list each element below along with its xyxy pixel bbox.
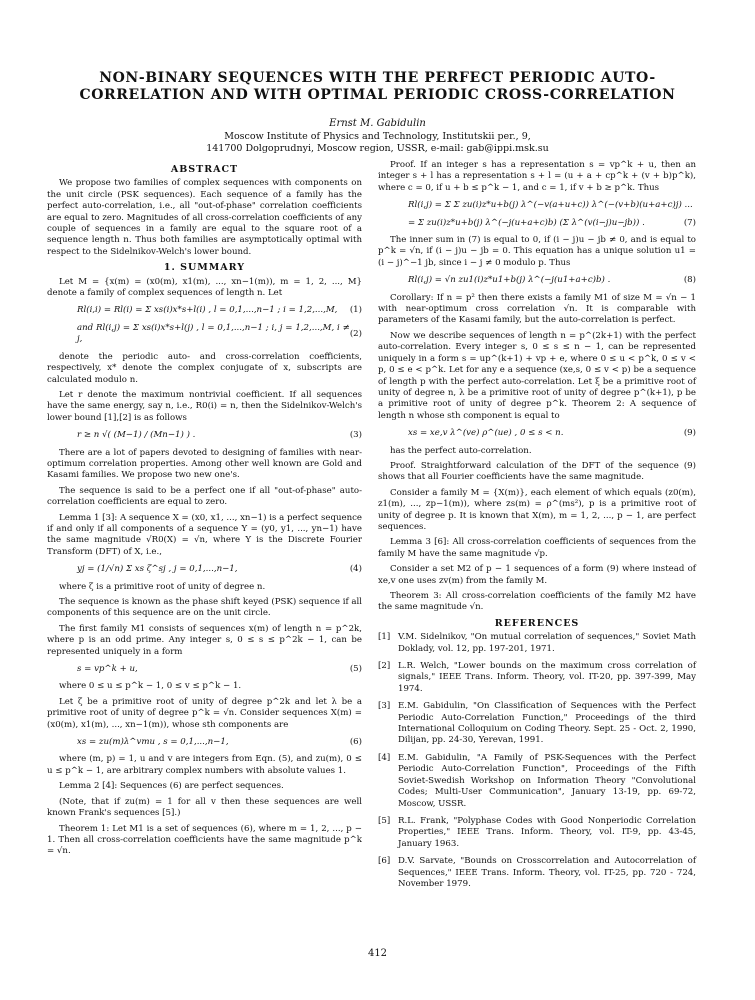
paragraph: Lemma 2 [4]: Sequences (6) are perfect sequences.	[59, 781, 284, 792]
equation-body: r ≥ n √( (M−1) / (Mn−1) ) .	[77, 430, 196, 441]
equation-7b	[378, 218, 696, 229]
equation-1	[47, 305, 362, 316]
reference-text: D.V. Sarvate, "Bounds on Crosscorrelation and Autocorrelation of Sequences," IEEE Trans. Inform. Theory, vol. IT-25, pp. 720 - 724, November 1979.	[398, 856, 696, 889]
paragraph: The first family M1 consists of sequences x(m) of length n = p^2k, where p is an odd prime. Any integer s, 0 ≤ s ≤ p^2k − 1, can be represented uniquely in a form	[47, 623, 362, 657]
equation-number: (8)	[683, 275, 696, 286]
equation-3	[47, 430, 362, 441]
abstract-text: We propose two families of complex sequences with components on the unit circle (PSK sequences). Each sequence of a family has the perfect auto-correlation, i.e., all "out-of-phase" correlation coefficients are equal to zero. Magnitudes of all cross-correlation coefficients of any couple of sequences in a family are equal to the square root of a sequence length n. Thus both families are asymptotically optimal with respect to the Sidelnikov-Welch's lower bound.	[47, 178, 362, 257]
equation-number: (6)	[349, 737, 362, 748]
reference-text: E.M. Gabidulin, "A Family of PSK-Sequences with the Perfect Periodic Auto-Correlation Function", Proceedings of the Fifth Soviet-Swedish Workshop on Information Theory "Convolutional Codes; Multi-User Communication", January 13-19, pp. 69-72, Moscow, USSR.	[398, 752, 696, 809]
equation-number: (5)	[349, 664, 362, 675]
equation-body: xs = zu(m)λ^vmu , s = 0,1,...,n−1,	[77, 737, 229, 748]
reference-text: E.M. Gabidulin, "On Classification of Sequences with the Perfect Periodic Auto-Correlation Function," Proceedings of the third International Colloquium on Coding Theory. Sept. 25 - Oct. 2, 1990, Dilijan, pp. 24-30, Yerevan, 1991.	[398, 701, 696, 746]
abstract-heading: ABSTRACT	[170, 164, 239, 175]
affiliation-line: 141700 Dolgoprudnyi, Moscow region, USSR, e-mail: gab@ippi.msk.su	[206, 143, 549, 154]
equation-body: = Σ zu(i)z*u+b(j) λ^(−j(u+a+c)b) (Σ λ^(v(i−j)u−jb)) .	[408, 217, 645, 228]
affiliation-line: Moscow Institute of Physics and Technology, Institutskii per., 9,	[224, 131, 531, 142]
paragraph: Lemma 1 [3]: A sequence X = (x0, x1, ..., xn−1) is a perfect sequence if and only if all components of a sequence Y = (y0, y1, ..., yn−1) have the same magnitude √R0(X) = √n, where Y is the Discrete Fourier Transform (DFT) of X, i.e.,	[47, 512, 362, 557]
paragraph: Proof. Straightforward calculation of the DFT of the sequence (9) shows that all Fourier coefficients have the same magnitude.	[378, 460, 696, 483]
equation-number: (9)	[683, 428, 696, 439]
reference-number: [5]	[378, 815, 391, 826]
paragraph: where ζ is a primitive root of unity of degree n.	[59, 581, 266, 592]
paragraph: Let ζ be a primitive root of unity of degree p^2k and let λ be a primitive root of unity of degree p^k = √n. Consider sequences X(m) = (x0(m), x1(m), ..., xn−1(m)), whose sth components are	[47, 696, 362, 730]
paragraph: Consider a set M2 of p − 1 sequences of a form (9) where instead of xe,v one uses zv(m) from the family M.	[378, 564, 696, 586]
paragraph: denote the periodic auto- and cross-correlation coefficients, respectively, x* denote the complex conjugate of x, subscripts are calculated modulo n.	[47, 351, 362, 385]
reference-text: L.R. Welch, "Lower bounds on the maximum cross correlation of signals," IEEE Trans. Inform. Theory, vol. IT-20, pp. 397-399, May 1974.	[398, 661, 696, 694]
reference-text: R.L. Frank, "Polyphase Codes with Good Nonperiodic Correlation Properties," IEEE Trans. Inform. Theory, vol. IT-9, pp. 43-45, January 1963.	[398, 815, 696, 849]
equation-number: (1)	[349, 305, 362, 316]
paragraph: Let r denote the maximum nontrivial coefficient. If all sequences have the same energy, say n, i.e., R0(i) = n, then the Sidelnikov-Welch's lower bound [1],[2] is as follows	[47, 389, 362, 423]
paragraph: Proof. If an integer s has a representation s = vp^k + u, then an integer s + l has a representation s + l = (u + a + cp^k + (v + b)p^k), where c = 0, if u + b ≤ p^k − 1, and c = 1, if v + b ≥ p^k. Thus	[378, 160, 696, 193]
equation-body: s = vp^k + u,	[77, 664, 138, 675]
reference-item	[378, 816, 696, 850]
paragraph: Now we describe sequences of length n = p^(2k+1) with the perfect auto-correlation. Every integer s, 0 ≤ s ≤ n − 1, can be represented uniquely in a form s = up^(k+1) + vp + e, where 0 ≤ u < p^k, 0 ≤ v < p, 0 ≤ e < p^k. Let for any e a sequence (xe,s, 0 ≤ v < p) be a sequence of length p with the perfect auto-correlation. Let ξ be a primitive root of unity of degree n, λ be a primitive root of unity of degree p^(k+1), p be a primitive root of unity of degree p^k. Theorem 2: A sequence of length n whose sth component is equal to	[378, 330, 696, 421]
equation-number: (4)	[349, 564, 362, 575]
equation-6	[47, 737, 362, 748]
reference-item	[378, 856, 696, 890]
paragraph: Let M = {x(m) = (x0(m), x1(m), ..., xn−1(m)), m = 1, 2, ..., M} denote a family of complex sequences of length n. Let	[47, 276, 362, 299]
reference-item	[378, 632, 696, 655]
paragraph: Theorem 3: All cross-correlation coefficients of the family M2 have the same magnitude √n.	[378, 591, 696, 613]
paragraph: where 0 ≤ u ≤ p^k − 1, 0 ≤ v ≤ p^k − 1.	[59, 681, 242, 692]
reference-number: [3]	[378, 701, 391, 712]
equation-8	[378, 275, 696, 286]
equation-body: Rl(i,i) = Rl(i) = Σ xs(i)x*s+l(i) , l = 0,1,...,n−1 ; i = 1,2,...,M,	[77, 305, 338, 316]
paragraph: (Note, that if zu(m) = 1 for all v then these sequences are well known Frank's sequences [5].)	[47, 796, 362, 819]
equation-body: Rl(i,j) = Σ Σ zu(i)z*u+b(j) λ^(−v(a+u+c)) λ^(−(v+b)(u+a+c)j) ...	[408, 200, 693, 211]
paragraph: The sequence is said to be a perfect one if all "out-of-phase" auto-correlation coefficients are equal to zero.	[47, 485, 362, 508]
paragraph: Consider a family M = {X(m)}, each element of which equals (z0(m), z1(m), ..., zp−1(m)), where zs(m) = ρ^(ms²), p is a primitive root of unity of degree p. It is known that X(m), m = 1, 2, ..., p − 1, are perfect sequences.	[378, 487, 696, 532]
paper-title: NON-BINARY SEQUENCES WITH THE PERFECT PERIODIC AUTO-CORRELATION AND WITH OPTIMAL PERIODIC CROSS-CORRELATION	[79, 70, 676, 103]
paragraph: The inner sum in (7) is equal to 0, if (i − j)u − jb ≠ 0, and is equal to p^k = √n, if (i − j)u − jb = 0. This equation has a unique solution u1 = (i − j)^−1 jb, since i − j ≠ 0 modulo p. Thus	[378, 235, 696, 268]
equation-body: and Rl(i,j) = Σ xs(i)x*s+l(j) , l = 0,1,...,n−1 ; i, j = 1,2,...,M, i ≠ j,	[77, 322, 350, 345]
equation-number: (3)	[349, 430, 362, 441]
equation-body: yj = (1/√n) Σ xs ζ^sj , j = 0,1,...,n−1,	[77, 564, 238, 575]
reference-item	[378, 701, 696, 747]
right-column	[378, 160, 696, 896]
references-heading: REFERENCES	[494, 617, 580, 629]
equation-body: xs = xe,v λ^(ve) ρ^(ue) , 0 ≤ s < n.	[408, 428, 564, 439]
reference-text: V.M. Sidelnikov, "On mutual correlation of sequences," Soviet Math Doklady, vol. 12, pp. 197-201, 1971.	[398, 632, 696, 654]
reference-number: [1]	[378, 632, 391, 643]
paragraph: There are a lot of papers devoted to designing of families with near-optimum correlation properties. Among other well known are Gold and Kasami families. We propose two new one's.	[47, 447, 362, 481]
equation-2	[47, 323, 362, 346]
paragraph: Theorem 1: Let M1 is a set of sequences (6), where m = 1, 2, ..., p − 1. Then all cross-correlation coefficients have the same magnitude p^k = √n.	[47, 823, 362, 857]
reference-number: [6]	[378, 856, 391, 867]
paragraph: where (m, p) = 1, u and v are integers from Eqn. (5), and zu(m), 0 ≤ u ≤ p^k − 1, are arbitrary complex numbers with absolute values 1.	[47, 754, 362, 776]
equation-number: (2)	[349, 328, 362, 339]
paragraph: Corollary: If n = p² then there exists a family M1 of size M = √n − 1 with near-optimum cross correlation √n. It is comparable with parameters of the Kasami family, but the auto-correlation is perfect.	[378, 292, 696, 326]
reference-number: [4]	[378, 752, 391, 763]
page-number: 412	[367, 948, 388, 959]
paragraph: has the perfect auto-correlation.	[390, 445, 532, 456]
left-column	[47, 160, 362, 862]
equation-7a	[378, 200, 696, 211]
reference-number: [2]	[378, 661, 391, 672]
section-heading: 1. SUMMARY	[163, 262, 246, 274]
affiliation	[150, 131, 605, 155]
author: Ernst M. Gabidulin	[329, 118, 426, 129]
equation-number: (7)	[683, 217, 696, 228]
equation-5	[47, 664, 362, 675]
reference-item	[378, 753, 696, 810]
equation-4	[47, 564, 362, 575]
paragraph: Lemma 3 [6]: All cross-correlation coefficients of sequences from the family M have the same magnitude √p.	[378, 537, 696, 559]
paragraph: The sequence is known as the phase shift keyed (PSK) sequence if all components of this sequence are on the unit circle.	[47, 597, 362, 619]
equation-body: Rl(i,j) = √n zu1(i)z*u1+b(j) λ^(−j(u1+a+c)b) .	[408, 275, 611, 286]
reference-item	[378, 661, 696, 695]
equation-9	[378, 428, 696, 439]
